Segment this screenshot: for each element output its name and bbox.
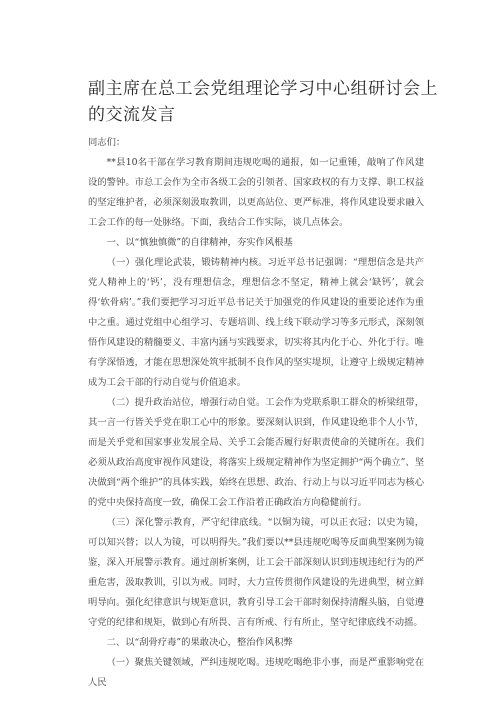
- paragraph-1-2: （二）提升政治站位，增强行动自觉。工会作为党联系职工群众的桥梁纽带，其一言一行皆关乎党在职工心中的形象。要深刻认识到，作风建设绝非个人小节，而是关乎党和国家事业发展全局、关乎工会能否履行好职责使命的关键所在。我们必须从政治高度审视作风建设，将落实上级规定精神作为坚定拥护“两个确立”、坚决做到“两个维护”的具体实践，始终在思想、政治、行动上与以习近平同志为核心的党中央保持高度一致，确保工会工作沿着正确政治方向稳健前行。: [88, 397, 424, 508]
- paragraph-intro: **县10名干部在学习教育期间违规吃喝的通报，如一记重锤，敲响了作风建设的警钟。市总工会作为全市各级工会的引领者、国家政权的有力支撑、职工权益的坚定维护者，必须深刻汲取教训，以更高站位、更严标准，将作风建设要求融入工会工作的每一处脉络。下面，我结合工作实际，谈几点体会。: [88, 157, 424, 228]
- document-title: 副主席在总工会党组理论学习中心组研讨会上的交流发言: [88, 79, 438, 125]
- paragraph-1-3: （三）深化警示教育，严守纪律底线。“以铜为镜，可以正衣冠；以史为镜，可以知兴替；以人为镜，可以明得失。”我们要以**县违规吃喝等反面典型案例为镜鉴，深入开展警示教育。通过剖析案例，让工会干部深刻认识到违规违纪行为的严重危害，汲取教训，引以为戒。同时，大力宣传贯彻作风建设的先进典型，树立鲜明导向。强化纪律意识与规矩意识，教育引导工会干部时刻保持清醒头脑，自觉遵守党的纪律和规矩，做到心有所畏、言有所戒、行有所止，坚守纪律底线不动摇。: [88, 517, 424, 628]
- greeting: 同志们：: [88, 137, 126, 148]
- section-heading-2: 二、以“刮骨疗毒”的果敢决心，整治作风积弊: [106, 637, 293, 648]
- document-body: [88, 133, 424, 693]
- paragraph-1-1: （一）强化理论武装，锻铸精神内核。习近平总书记强调：“理想信念是共产党人精神上的‘钙’，没有理想信念，理想信念不坚定，精神上就会‘缺钙’，就会得‘软骨病’。”我们要把学习习近平总书记关于加强党的作风建设的重要论述作为重中之重。通过党组中心组学习、专题培训、线上线下联动学习等多元形式，深刻领悟作风建设的精髓要义、丰富内涵与实践要求，切实将其内化于心、外化于行。唯有学深悟透，才能在思想深处筑牢抵制不良作风的坚实堤坝，让遵守上级规定精神成为工会干部的行动自觉与价值追求。: [88, 257, 424, 388]
- paragraph-2-1: （一）聚焦关键领域，严纠违规吃喝。违规吃喝绝非小事，而是严重影响党在人民: [88, 657, 424, 688]
- section-heading-1: 一、以“慎独慎微”的自律精神，夯实作风根基: [106, 237, 293, 248]
